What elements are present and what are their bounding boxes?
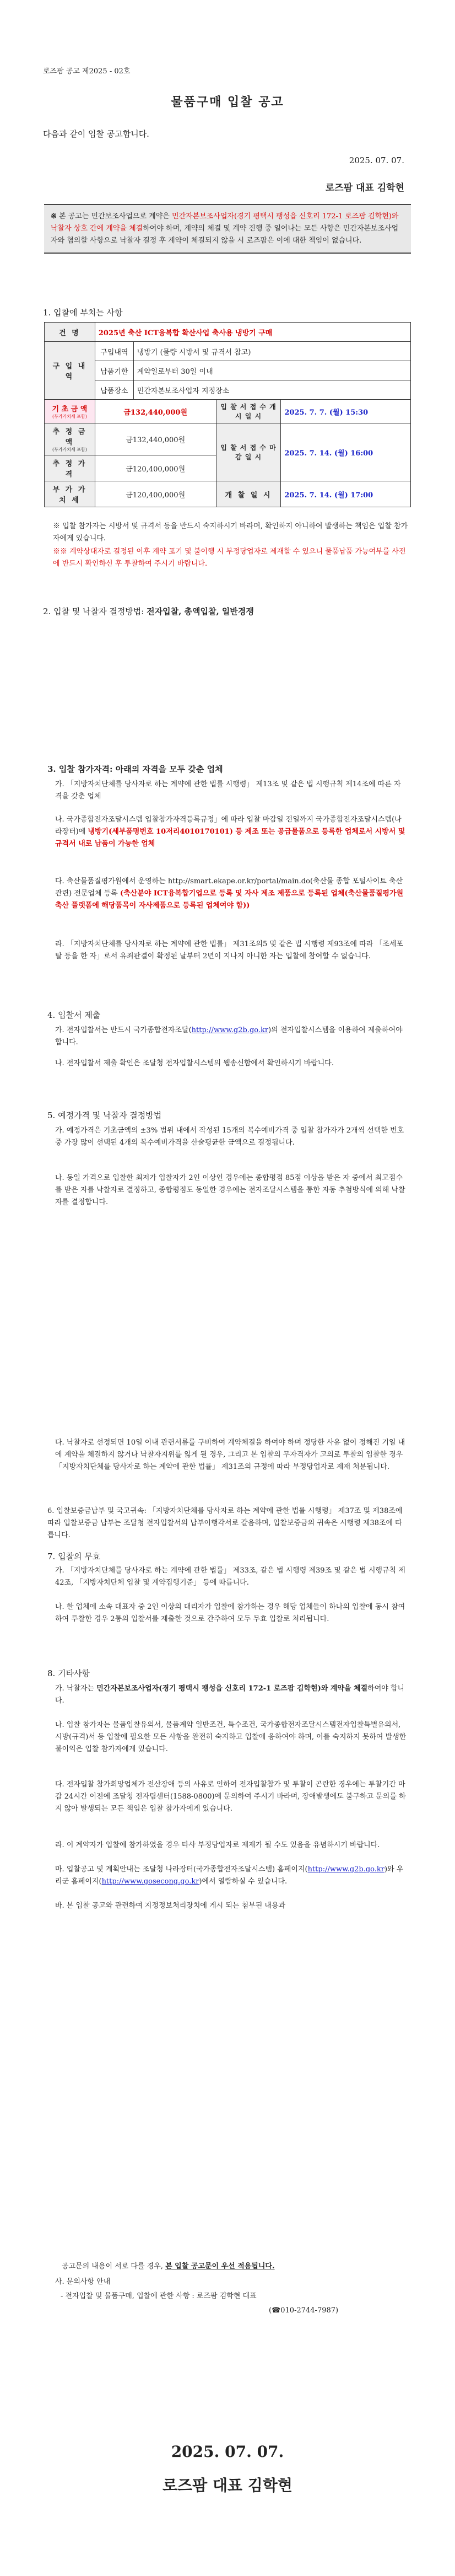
item-key: 납품장소 [95, 380, 133, 400]
opening-value: 2025. 7. 14. (월) 17:00 [281, 481, 411, 507]
organization-name: 로즈팜 대표 김학현 [325, 183, 404, 194]
notice-text: 본 공고는 민간보조사업으로 계약은 [59, 212, 172, 221]
star-mark: ※ [51, 212, 57, 221]
project-label: 건 명 [45, 323, 95, 342]
section-2-heading [43, 605, 254, 617]
vat-label: 부 가 가 치 세 [45, 481, 95, 507]
section-3-ra: 라. 「지방자치단체를 당사자로 하는 계약에 관한 법률」 제31조의5 및 같은 법 시행령 제93조에 따라 「조세포탈 등을 한 자」로서 유죄판결이 확정된 날부터 2년이 지나지 아니한 자는 입찰에 참여할 수 없습니다. [55, 940, 404, 960]
intro-text: 다음과 같이 입찰 공고합니다. [43, 129, 149, 139]
section-4-ga [55, 1024, 408, 1049]
bid-start-value: 2025. 7. 7. (월) 15:30 [281, 400, 411, 423]
section-8-ga-end: 하여야 합니다. [55, 1684, 405, 1705]
section-5-da: 다. 낙찰자로 선정되면 10일 이내 관련서류를 구비하여 계약체결을 하여야 하며 정당한 사유 없이 정해진 기일 내에 계약을 체결하지 않거나 낙찰자지위를 잃게 될 경우, 그리고 본 입찰의 무자격자가 고의로 투찰의 입찰한 경우 「지방자치단체를 당사자로 하는 계약에 관한 법률」 제31조의 규정에 따라 부정당업자로 제재 처분됩니다. [55, 1439, 405, 1471]
document-number: 로즈팜 공고 제2025 - 02호 [43, 67, 131, 76]
section-7-heading: 7. 입찰의 무효 [47, 1552, 101, 1561]
base-amount-value: 금132,440,000원 [95, 400, 216, 423]
project-value: 2025년 축산 ICT융복합 확산사업 축사용 냉방기 구매 [95, 323, 410, 342]
item-value: 민간자본보조사업자 지정장소 [133, 380, 410, 400]
precedence-note [62, 2261, 409, 2273]
notice-date: 2025. 07. 07. [349, 155, 404, 165]
bid-info-table [44, 322, 411, 507]
estimated-price-label: 추 정 가 격 [45, 455, 95, 481]
section-3-na-red: 냉방기(세부품명번호 10저리4010170101) 등 제조 또는 공급물품으로 등록한 업체로서 시방서 및 규격서 내로 납품이 가능한 업체 [55, 828, 405, 848]
bid-start-label: 입 찰 서 접 수 개 시 일 시 [216, 400, 281, 423]
section-8-ma-text-3: )에서 열람하실 수 있습니다. [199, 1877, 288, 1886]
section-8-ga-text: 가. 낙찰자는 [55, 1684, 97, 1693]
closing-org: 로즈팜 대표 김학현 [162, 2476, 292, 2494]
section-4-heading: 4. 입찰서 제출 [47, 1010, 101, 1020]
item-value: 계약일로부터 30일 이내 [133, 361, 410, 380]
estimated-amount-label-text: 추 정 금 액 [52, 428, 87, 447]
g2b-link[interactable]: http://www.g2b.go.kr [191, 1026, 269, 1034]
note-1: ※ 입찰 참가자는 시방서 및 규격서 등을 반드시 숙지하시기 바라며, 확인하지 아니하여 발생하는 책임은 입찰 참가자에게 있습니다. [53, 522, 408, 543]
section-3-ga: 가. 「지방자치단체를 당사자로 하는 계약에 관한 법률 시행령」 제13조 및 같은 법 시행규칙 제14조에 따른 자격을 갖춘 업체 [55, 780, 401, 801]
item-key: 납품기한 [95, 361, 133, 380]
section-2-method: 전자입찰, 총액입찰, 일반경쟁 [147, 607, 254, 616]
estimated-price-value: 금120,400,000원 [95, 455, 216, 481]
notice-box [44, 204, 411, 254]
precedence-underline: 본 입찰 공고문이 우선 적용됩니다. [165, 2262, 275, 2271]
section-8-ba: 바. 본 입찰 공고와 관련하여 지정정보처리장치에 게시 되는 첨부된 내용과 [55, 1902, 286, 1910]
closing-date: 2025. 07. 07. [171, 2443, 284, 2461]
section-4-ga-text-end: )의 전자입찰시스템을 이용하여 제출하여야 합니다. [55, 1026, 403, 1046]
note-2: ※※ 계약상대자로 결정된 이후 계약 포기 및 불이행 시 부정당업자로 제재할 수 있으니 물품납품 가능여부를 사전에 반드시 확인하신 후 투찰하여 주시기 바랍니다. [53, 548, 406, 568]
county-homepage-link[interactable]: http://www.gosecong.go.kr [101, 1877, 199, 1886]
section-2-label: 2. 입찰 및 낙찰자 결정방법: [43, 607, 147, 616]
section-5-na: 나. 동일 가격으로 입찰한 최저가 입찰자가 2인 이상인 경우에는 종합평점 85점 이상을 받은 자 중에서 최고점수를 받은 자를 낙찰자로 결정하고, 종합평점도 동일한 경우에는 전자조달시스템을 통한 자동 추첨방식에 의해 낙찰자를 결정합니다. [55, 1174, 405, 1206]
section-6: 6. 입찰보증금납부 및 국고귀속: 「지방자치단체를 당사자로 하는 계약에 관한 법률 시행령」 제37조 및 제38조에 따라 입찰보증금 납부는 조달청 전자입찰서의 납부이행각서로 갈음하며, 입찰보증금의 귀속은 시행령 제38조에 따릅니다. [47, 1507, 403, 1539]
section-3-na [55, 814, 408, 850]
vat-value: 금120,400,000원 [95, 481, 216, 507]
notice-text-end: 하여야 하며, 계약의 체결 및 계약 진행 중 일어나는 모든 사항은 민간자본보조사업자와 협의할 사항으로 낙찰자 결정 후 계약이 체결되지 않을 시 로즈팜은 이에 대한 책임이 없습니다. [51, 224, 399, 245]
section-7-ga: 가. 「지방자치단체를 당사자로 하는 계약에 관한 법률」 제33조, 같은 법 시행령 제39조 및 같은 법 시행규칙 제42조, 「지방자치단체 입찰 및 계약집행기준」 등에 따릅니다. [55, 1566, 405, 1587]
estimated-amount-sub: (부가가치세 포함) [52, 447, 87, 452]
section-8-ra: 라. 이 계약자가 입찰에 참가하였을 경우 타사 부정당업자로 제재가 될 수도 있음을 유념하시기 바랍니다. [55, 1841, 380, 1849]
section-1-heading: 1. 입찰에 부치는 사항 [43, 308, 123, 318]
section-4-na: 나. 전자입찰서 제출 확인은 조달청 전자입찰시스템의 웹송신함에서 확인하시기 바랍니다. [55, 1059, 334, 1067]
section-7-na: 나. 한 업체에 소속 대표자 중 2인 이상의 대리자가 입찰에 참가하는 경우 해당 업체들이 하나의 입찰에 동시 참여하여 투찰한 경우 2통의 입찰서를 제출한 것으로 간주하여 모두 무효 입찰로 처리됩니다. [55, 1603, 405, 1623]
section-5-ga: 가. 예정가격은 기초금액의 ±3% 범위 내에서 작성된 15개의 복수예비가격 중 입찰 참가자가 2개씩 선택한 번호 중 가장 많이 선택된 4개의 복수예비가격을 산술평균한 금액으로 결정됩니다. [55, 1126, 404, 1147]
precedence-text: 공고문의 내용이 서로 다를 경우, [62, 2262, 166, 2271]
contact-heading: 사. 문의사항 안내 [55, 2278, 111, 2286]
section-8-ma-text-2: )와 우리군 홈페이지( [55, 1865, 404, 1886]
base-amount-label [45, 400, 95, 423]
item-value: 냉방기 (물량 시방서 및 규격서 참고) [133, 342, 410, 361]
section-8-na: 나. 입찰 참가자는 물품입찰유의서, 물품계약 일반조건, 특수조건, 국가종합전자조달시스템전자입찰특별유의서, 시방(규격)서 등 입찰에 필요한 모든 사항을 완전히 숙지하고 입찰에 응하여야 하며, 이를 숙지하지 못하여 발생한 불이익은 입찰 참가자에게 있습니다. [55, 1721, 407, 1753]
notice-contract-party: 민간자본보조사업자(경기 평택시 팽성읍 신호리 172-1 로즈팜 김학현)와 낙찰자 상호 간에 계약을 체결 [51, 212, 399, 233]
bid-end-label: 입 찰 서 접 수 마 감 일 시 [216, 423, 281, 481]
estimated-amount-value: 금132,440,000원 [95, 423, 216, 455]
section-8-ga [55, 1683, 408, 1707]
section-8-ga-bold: 민간자본보조사업자(경기 평택시 팽성읍 신호리 172-1 로즈팜 김학현)와 계약을 체결 [96, 1684, 368, 1693]
section-3-da [55, 876, 408, 912]
bid-end-value: 2025. 7. 14. (월) 16:00 [281, 423, 411, 481]
section-3-heading: 3. 입찰 참가자격: 아래의 자격을 모두 갖춘 업체 [47, 764, 223, 774]
section-3-da-text: 다. 축산물품질평가원에서 운영하는 http://smart.ekape.or.kr/portal/main.do(축산물 종합 포털사이트 축산 관련) 전문업체 등록 [55, 877, 403, 898]
section-8-da: 다. 전자입찰 참가희망업체가 전산장애 등의 사유로 인하여 전자입찰참가 및 투찰이 곤란한 경우에는 투찰기간 마감 24시간 이전에 조달청 전자팀센터(1588-0800)에 문의하여 주시기 바라며, 장애발생에도 불구하고 문의를 하지 않아 발생되는 모든 책임은 입찰 참가자에게 있습니다. [55, 1780, 406, 1813]
section-8-ma-text: 마. 입찰공고 및 계획안내는 조달청 나라장터(국가종합전자조달시스템) 홈페이지( [55, 1865, 308, 1874]
section-3-da-red: (축산분야 ICT융복합기업으로 등록 및 자사 제조 제품으로 등록된 업체(축산물품질평가원 축산 플랫폼에 해당품목이 자사제품으로 등록된 업체여야 함)) [55, 889, 404, 910]
items-label: 구 입 내 역 [45, 342, 95, 400]
section-8-ma [55, 1864, 408, 1888]
section-4-ga-text: 가. 전자입찰서는 반드시 국가종합전자조달( [55, 1026, 192, 1034]
g2b-link-2[interactable]: http://www.g2b.go.kr [307, 1865, 385, 1874]
base-amount-sub: (부가가치세 포함) [52, 414, 87, 419]
section-5-heading: 5. 예정가격 및 낙찰자 결정방법 [47, 1110, 162, 1120]
estimated-amount-label [45, 423, 95, 455]
base-amount-label-text: 기 초 금 액 [52, 405, 88, 414]
section-3-na-text: 나. 국가종합전자조달시스템 입찰참가자격등록규정」에 따라 입찰 마감일 전일까지 국가종합전자조달시스템(나라장터)에 [55, 815, 402, 836]
opening-label: 개 찰 일 시 [216, 481, 281, 507]
page-title: 물품구매 입찰 공고 [171, 95, 284, 109]
item-key: 구입내역 [95, 342, 133, 361]
contact-phone: (☎010-2744-7987) [269, 2306, 339, 2315]
section-8-heading: 8. 기타사항 [47, 1668, 90, 1678]
contact-line: - 전자입찰 및 물품구매, 입찰에 관한 사항 : 로즈팜 김학현 대표 [61, 2292, 257, 2300]
